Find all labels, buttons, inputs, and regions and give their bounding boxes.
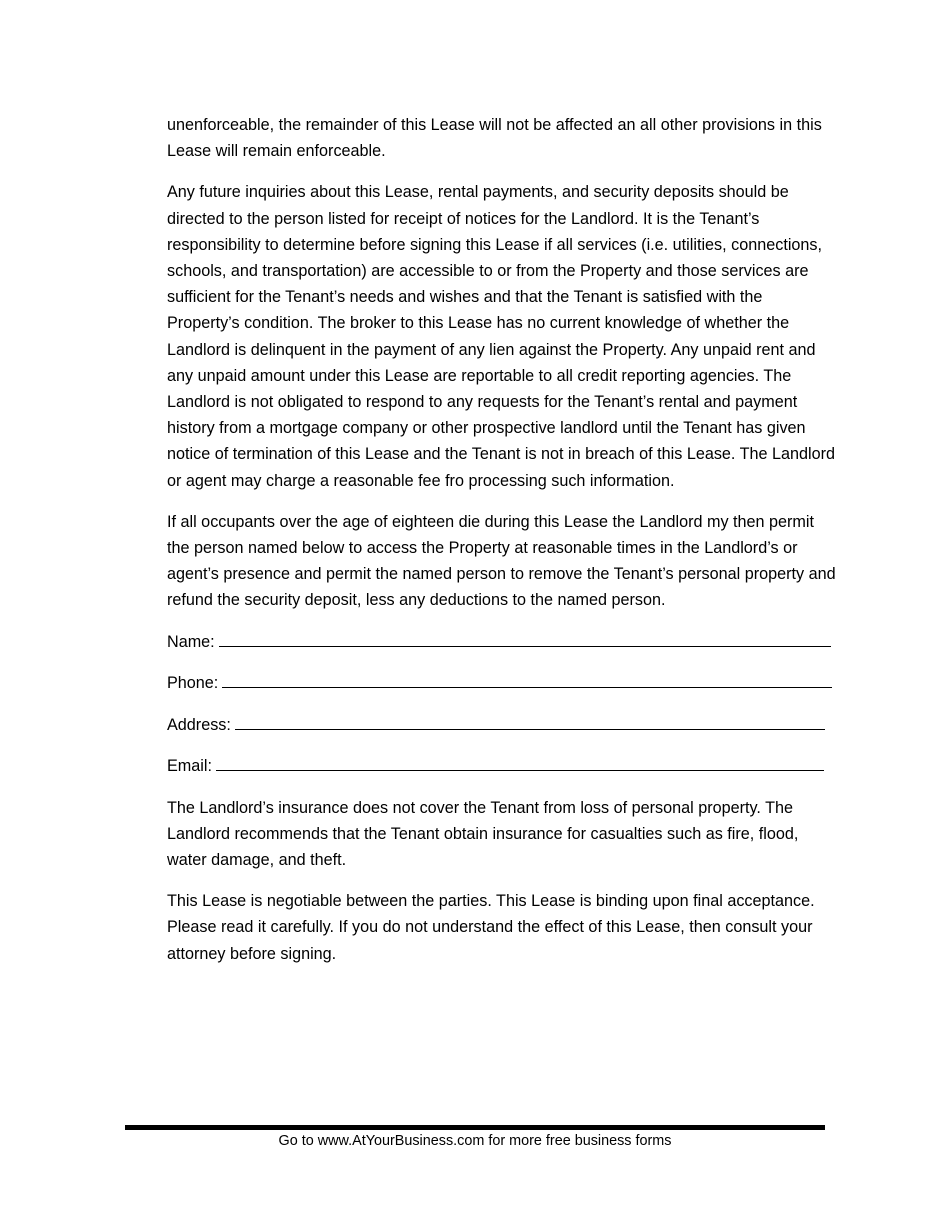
- paragraph-inquiries: Any future inquiries about this Lease, rental payments, and security deposits should be directed to the person listed for receipt of notices for the Landlord. It is the Tenant’s responsibility to determine before signing this Lease if all services (i.e. utilities, connections, schools, and transportation) are accessible to or from the Property and those services are sufficient for the Tenant’s needs and wishes and that the Tenant is satisfied with the Property’s condition. The broker to this Lease has no current knowledge of whether the Landlord is delinquent in the payment of any lien against the Property. Any unpaid rent and any unpaid amount under this Lease are reportable to all credit reporting agencies. The Landlord is not obligated to respond to any requests for the Tenant’s rental and payment history from a mortgage company or other prospective landlord until the Tenant has given notice of termination of this Lease and the Tenant is not in breach of this Lease. The Landlord or agent may charge a reasonable fee fro processing such information.: [167, 183, 836, 490]
- paragraph-insurance: The Landlord’s insurance does not cover the Tenant from loss of personal property. The Landlord recommends that the Tenant obtain insurance for casualties such as fire, flood, water damage, and theft.: [167, 798, 799, 870]
- name-field[interactable]: [167, 629, 839, 655]
- email-line[interactable]: [216, 769, 824, 771]
- email-field[interactable]: [167, 753, 839, 779]
- document-body: [167, 112, 839, 982]
- phone-field[interactable]: [167, 670, 839, 696]
- name-label: Name:: [167, 632, 215, 651]
- address-field[interactable]: [167, 712, 839, 738]
- paragraph-occupants: If all occupants over the age of eighteen die during this Lease the Landlord my then permit the person named below to access the Property at reasonable times in the Landlord’s or agent’s presence and permit the named person to remove the Tenant’s personal property and refund the security deposit, less any deductions to the named person.: [167, 512, 836, 610]
- phone-label: Phone:: [167, 674, 219, 693]
- email-label: Email:: [167, 757, 212, 776]
- footer-divider: [125, 1125, 825, 1130]
- address-label: Address:: [167, 715, 231, 734]
- paragraph-severability: unenforceable, the remainder of this Lease will not be affected an all other provisions in this Lease will remain enforceable.: [167, 116, 822, 161]
- name-line[interactable]: [219, 645, 831, 647]
- footer-text: Go to www.AtYourBusiness.com for more free business forms: [278, 1133, 672, 1149]
- paragraph-negotiable: This Lease is negotiable between the parties. This Lease is binding upon final acceptance. Please read it carefully. If you do not understand the effect of this Lease, then consult your attorney before signing.: [167, 892, 815, 963]
- phone-line[interactable]: [222, 686, 832, 688]
- address-line[interactable]: [235, 728, 825, 730]
